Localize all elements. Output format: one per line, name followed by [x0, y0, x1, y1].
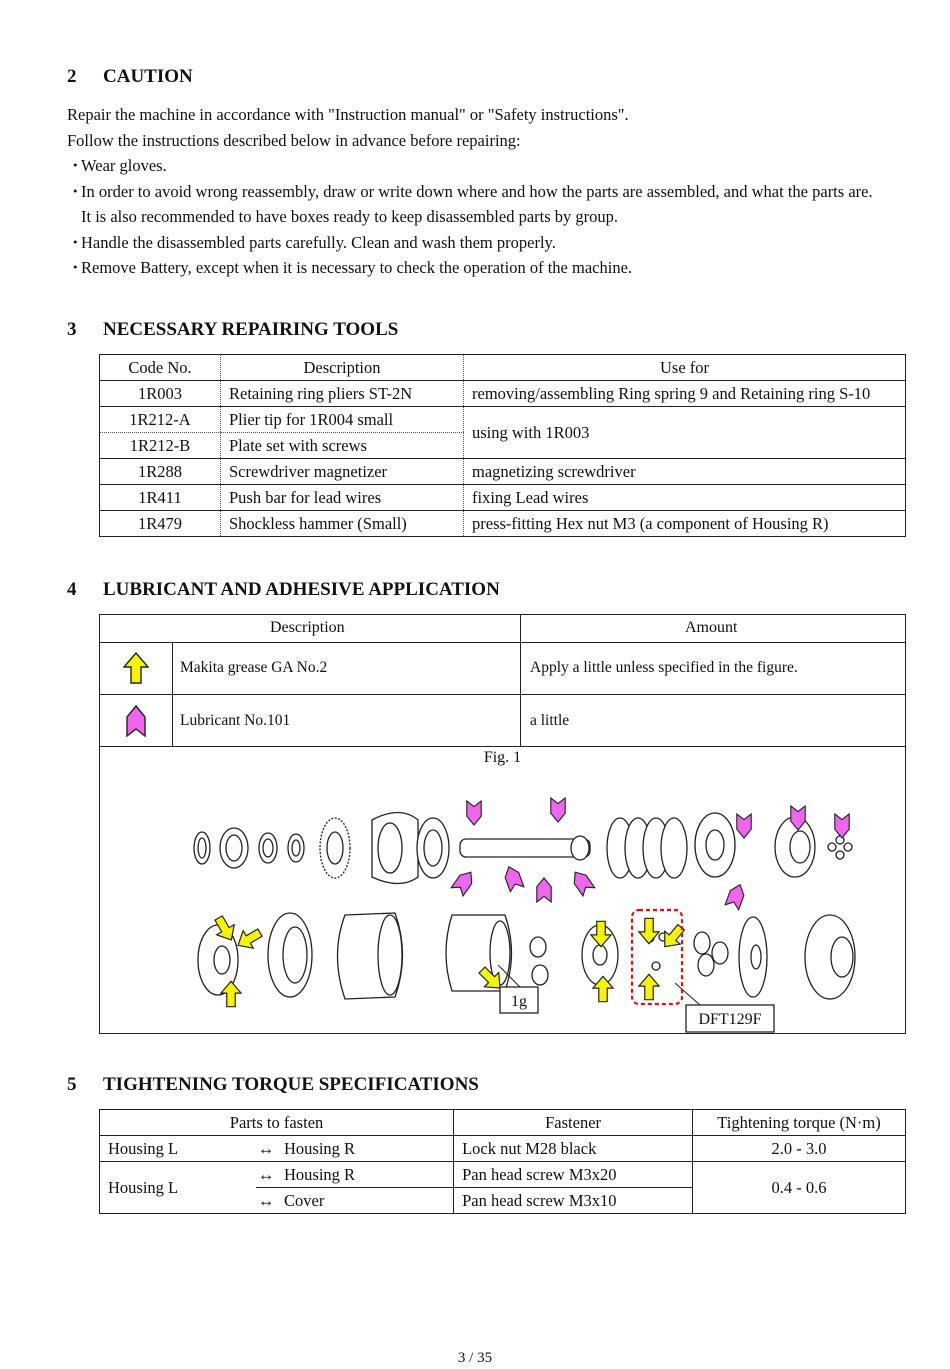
code-cell: 1R411 — [100, 485, 221, 511]
lubricant-table — [99, 614, 906, 1034]
part-b-cell: Cover — [276, 1188, 454, 1214]
bullet-mark: ・ — [67, 232, 84, 252]
part-b-cell: Housing R — [276, 1136, 454, 1162]
code-cell: 1R212-A — [100, 407, 221, 433]
part-callout: DFT129F — [698, 1011, 762, 1028]
bullet-mark: ・ — [67, 181, 84, 201]
code-cell: 1R003 — [100, 381, 221, 407]
section-number: 3 — [67, 319, 77, 340]
lubricant-name: Makita grease GA No.2 — [180, 659, 328, 676]
column-header: Tightening torque (N·m) — [693, 1110, 906, 1136]
part-a-cell: Housing L — [100, 1162, 257, 1214]
column-header: Description — [221, 355, 464, 381]
fastener-cell: Lock nut M28 black — [454, 1136, 693, 1162]
pink-arrow-icon — [126, 705, 146, 742]
section-title: CAUTION — [103, 66, 193, 87]
lubricant-amount: a little — [530, 712, 570, 729]
column-header: Description — [270, 619, 345, 636]
torque-table — [99, 1109, 906, 1214]
table-header-row — [100, 1110, 906, 1136]
bullet-mark: ・ — [67, 258, 84, 277]
use-cell: using with 1R003 — [464, 407, 906, 459]
description-cell: Plier tip for 1R004 small — [221, 407, 464, 433]
lubricant-name: Lubricant No.101 — [180, 712, 291, 729]
description-cell: Shockless hammer (Small) — [221, 511, 464, 537]
bullet-item: ・ Handle the disassembled parts carefully. Clean and wash them properly. — [67, 230, 873, 256]
table-header-row — [100, 355, 906, 381]
bullet-item: ・ Wear gloves. — [67, 153, 873, 179]
part-a-cell: Housing L — [100, 1136, 257, 1162]
section-title: NECESSARY REPAIRING TOOLS — [103, 319, 399, 340]
use-cell: removing/assembling Ring spring 9 and Retaining ring S-10 — [464, 381, 906, 407]
description-cell: Push bar for lead wires — [221, 485, 464, 511]
part-b-cell: Housing R — [276, 1162, 454, 1188]
section-number: 5 — [67, 1074, 77, 1095]
divider — [520, 615, 521, 746]
column-header: Fastener — [454, 1110, 693, 1136]
table-row — [100, 695, 905, 747]
page-number: 3 / 35 — [457, 1350, 493, 1366]
caution-line: Follow the instructions described below in advance before repairing: — [67, 130, 521, 150]
repair-tools-table — [99, 354, 906, 537]
column-header: Code No. — [100, 355, 221, 381]
description-cell: Screwdriver magnetizer — [221, 459, 464, 485]
code-cell: 1R212-B — [100, 433, 221, 459]
column-header: Amount — [685, 619, 738, 636]
section-4-heading — [67, 579, 500, 601]
lubricant-amount: Apply a little unless specified in the figure. — [530, 659, 798, 676]
caution-line: Repair the machine in accordance with "Instruction manual" or "Safety instructions". — [67, 105, 629, 124]
bullet-mark: ・ — [67, 156, 84, 175]
yellow-arrow-icon — [123, 652, 149, 689]
caution-text — [67, 102, 873, 281]
use-cell: press-fitting Hex nut M3 (a component of Housing R) — [464, 511, 906, 537]
arrow-icon: ↔ — [256, 1162, 276, 1188]
torque-cell: 0.4 - 0.6 — [693, 1162, 906, 1214]
amount-callout: 1g — [511, 993, 527, 1010]
table-row — [100, 485, 906, 511]
bullet-continuation: It is also recommended to have boxes ready to keep disassembled parts by group. — [81, 207, 619, 226]
divider — [172, 642, 173, 746]
table-row — [100, 381, 906, 407]
table-row — [100, 1162, 906, 1188]
section-number: 2 — [67, 66, 77, 87]
bullet-item: ・ Remove Battery, except when it is necessary to check the operation of the machine. — [67, 255, 873, 281]
arrow-icon: ↔ — [256, 1188, 276, 1214]
section-title: LUBRICANT AND ADHESIVE APPLICATION — [103, 579, 500, 600]
description-cell: Retaining ring pliers ST-2N — [221, 381, 464, 407]
table-row — [100, 1136, 906, 1162]
table-row — [100, 459, 906, 485]
code-cell: 1R479 — [100, 511, 221, 537]
column-header: Parts to fasten — [100, 1110, 454, 1136]
table-row — [100, 642, 905, 695]
bullet-item: ・ In order to avoid wrong reassembly, draw or write down where and how the parts are assembled, and what the parts are. — [67, 179, 873, 205]
description-cell: Plate set with screws — [221, 433, 464, 459]
fastener-cell: Pan head screw M3x10 — [454, 1188, 693, 1214]
table-row — [100, 511, 906, 537]
section-2-heading — [67, 66, 193, 88]
torque-cell: 2.0 - 3.0 — [693, 1136, 906, 1162]
figure-title: Fig. 1 — [483, 749, 522, 766]
section-3-heading — [67, 319, 398, 341]
exploded-parts-diagram — [100, 765, 905, 1033]
section-number: 4 — [67, 579, 77, 600]
code-cell: 1R288 — [100, 459, 221, 485]
use-cell: magnetizing screwdriver — [464, 459, 906, 485]
use-cell: fixing Lead wires — [464, 485, 906, 511]
table-header-row — [100, 615, 905, 643]
section-title: TIGHTENING TORQUE SPECIFICATIONS — [103, 1074, 479, 1095]
column-header: Use for — [464, 355, 906, 381]
section-5-heading — [67, 1074, 479, 1096]
table-row — [100, 407, 906, 433]
arrow-icon: ↔ — [256, 1136, 276, 1162]
fastener-cell: Pan head screw M3x20 — [454, 1162, 693, 1188]
